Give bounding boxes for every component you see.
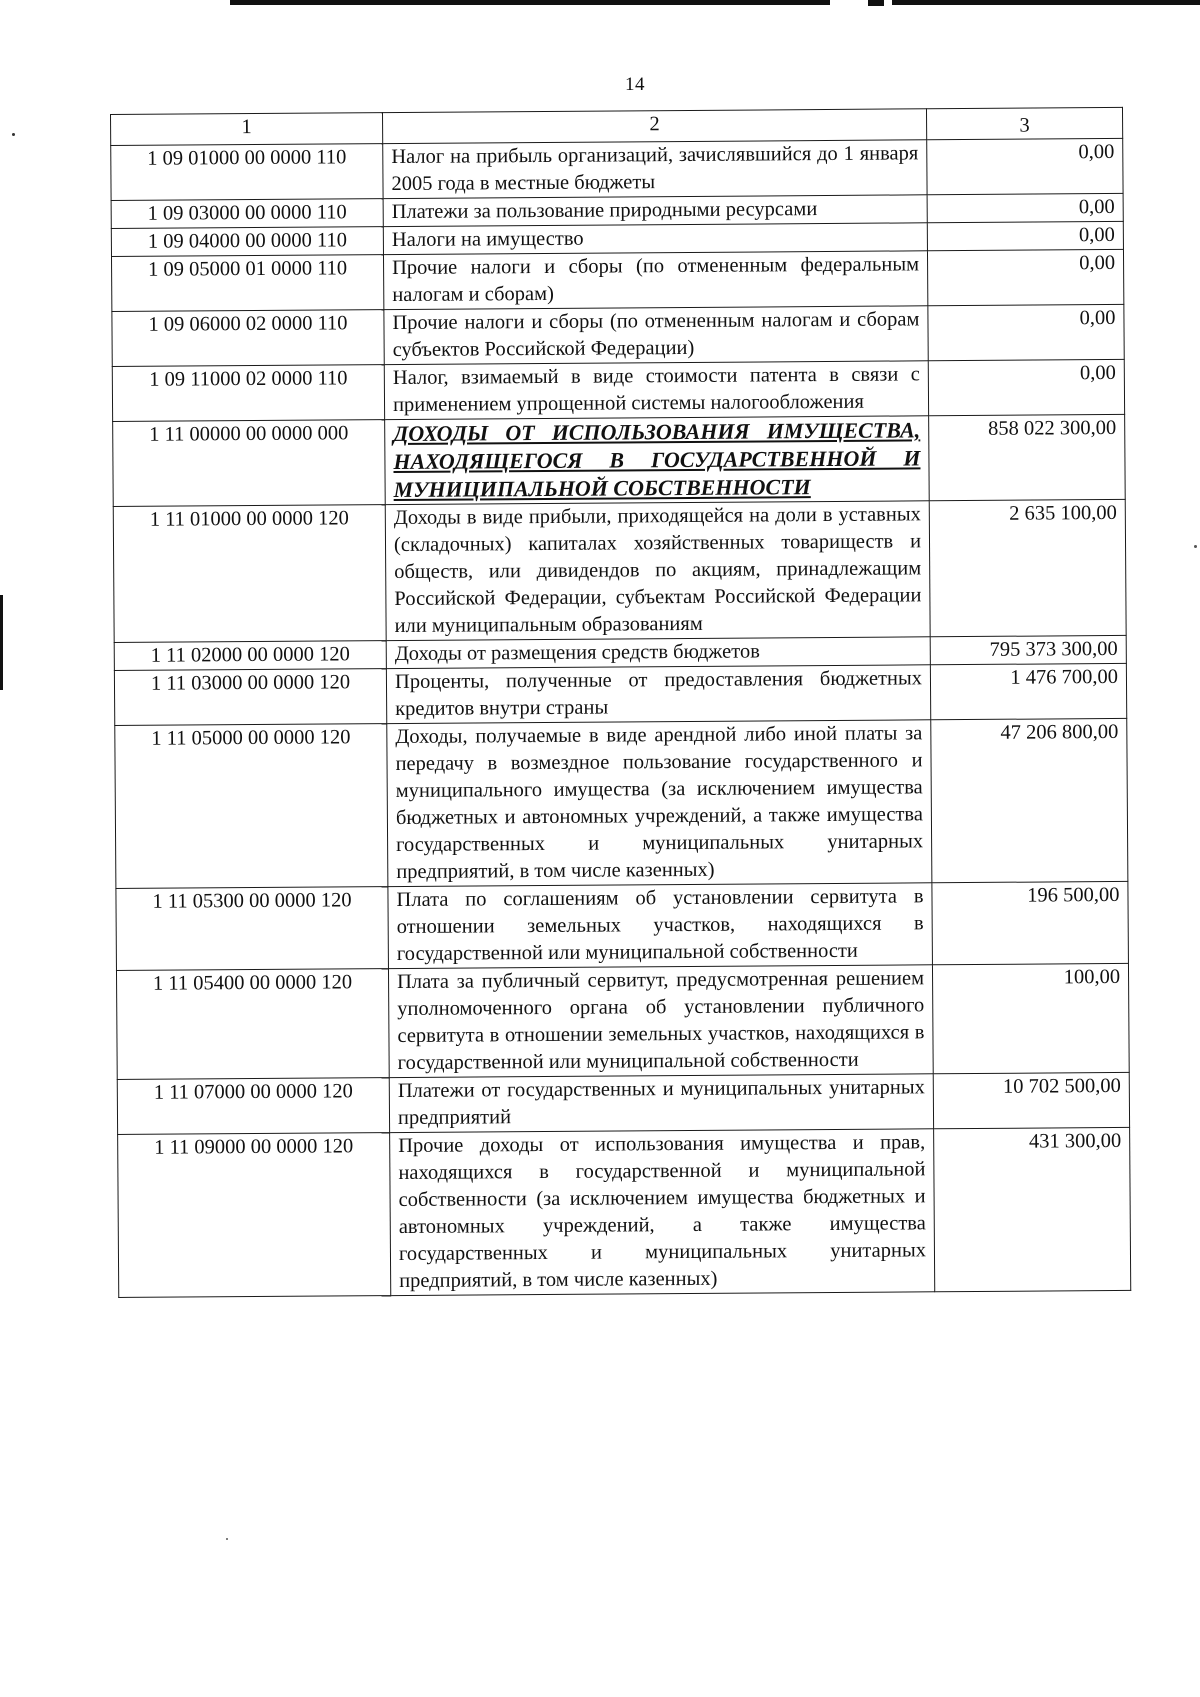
row-description: Проценты, полученные от предоставления бюджетных кредитов внутри страны — [386, 665, 930, 724]
table-row — [112, 359, 1124, 421]
row-code: 1 11 07000 00 0000 120 — [117, 1078, 389, 1135]
table-row — [111, 138, 1123, 200]
row-code: 1 09 11000 02 0000 110 — [112, 365, 384, 422]
table-row — [118, 1127, 1131, 1297]
row-amount: 858 022 300,00 — [929, 414, 1126, 500]
scan-edge-bar — [230, 0, 830, 5]
table-row — [117, 1072, 1129, 1134]
row-amount: 2 635 100,00 — [929, 499, 1126, 636]
row-description: Прочие налоги и сборы (по отмененным налогам и сборам субъектов Российской Федерации) — [384, 306, 928, 365]
table-row — [116, 963, 1129, 1079]
scan-speck — [12, 133, 15, 136]
table-row — [112, 304, 1124, 366]
row-code: 1 09 01000 00 0000 110 — [111, 144, 383, 201]
column-header-code: 1 — [111, 113, 383, 146]
row-code: 1 11 05000 00 0000 120 — [115, 724, 388, 889]
row-code: 1 11 03000 00 0000 120 — [114, 669, 386, 726]
table-row-section — [113, 414, 1126, 506]
row-amount: 100,00 — [932, 963, 1129, 1073]
scan-speck — [226, 1538, 228, 1540]
section-heading-text: ДОХОДЫ ОТ ИСПОЛЬЗОВАНИЯ ИМУЩЕСТВА, НАХОДЯЩЕГОСЯ В ГОСУДАРСТВЕННОЙ И МУНИЦИПАЛЬНОЙ СОБСТВЕННОСТИ — [393, 417, 921, 503]
row-description: Налог на прибыль организаций, зачислявшийся до 1 января 2005 года в местные бюджеты — [383, 140, 927, 199]
row-code: 1 11 00000 00 0000 000 — [113, 420, 386, 507]
row-amount: 0,00 — [927, 249, 1123, 305]
row-code: 1 11 01000 00 0000 120 — [113, 505, 386, 643]
row-description: Налог, взимаемый в виде стоимости патента в связи с применением упрощенной системы налогообложения — [384, 361, 928, 420]
row-description: Налоги на имущество — [383, 223, 927, 255]
row-amount: 1 476 700,00 — [930, 663, 1126, 719]
row-amount: 0,00 — [927, 221, 1123, 250]
row-description: Плата за публичный сервитут, предусмотренная решением уполномоченного органа об установлении публичного сервитута в отношении земельных участков, находящихся в государственной или муниципальной собственности — [388, 965, 933, 1078]
scan-edge-mark — [0, 595, 3, 690]
budget-income-table — [110, 107, 1131, 1298]
table-row — [111, 249, 1123, 311]
row-code: 1 11 05400 00 0000 120 — [116, 969, 389, 1080]
row-description: Платежи от государственных и муниципальных унитарных предприятий — [389, 1074, 933, 1133]
table-row — [115, 718, 1128, 888]
row-description: Доходы в виде прибыли, приходящейся на доли в уставных (складочных) капиталах хозяйственных товариществ и обществ, или дивидендов по акциям, принадлежащим Российской Федерации, субъектам Российской Федерации или муниципальным образованиям — [385, 501, 930, 641]
row-code: 1 09 05000 01 0000 110 — [111, 255, 383, 312]
row-amount: 0,00 — [928, 304, 1124, 360]
row-amount: 0,00 — [927, 138, 1123, 194]
section-heading-description — [385, 416, 930, 505]
row-description: Доходы, получаемые в виде арендной либо иной платы за передачу в возмездное пользование государственного и муниципального имущества (за исключением имущества бюджетных и автономных учреждений, а также имущества государственных и муниципальных унитарных предприятий, в том числе казенных) — [387, 720, 932, 887]
row-amount: 431 300,00 — [934, 1127, 1131, 1291]
row-amount: 10 702 500,00 — [933, 1072, 1129, 1128]
column-header-description: 2 — [382, 109, 926, 144]
row-code: 1 09 04000 00 0000 110 — [111, 227, 383, 257]
table-row — [113, 499, 1126, 642]
row-code: 1 09 03000 00 0000 110 — [111, 199, 383, 229]
row-description: Прочие доходы от использования имущества и прав, находящихся в государственной и муниципальной собственности (за исключением имущества бюджетных и автономных учреждений, а также имущества государственных и муниципальных унитарных предприятий, в том числе казенных) — [390, 1129, 935, 1296]
row-code: 1 09 06000 02 0000 110 — [112, 310, 384, 367]
row-description: Платежи за пользование природными ресурсами — [383, 195, 927, 227]
table-row — [116, 881, 1129, 970]
column-header-amount: 3 — [926, 107, 1122, 139]
row-code: 1 11 09000 00 0000 120 — [118, 1133, 391, 1298]
page-number: 14 — [625, 74, 645, 95]
row-code: 1 11 05300 00 0000 120 — [116, 887, 389, 971]
row-amount: 795 373 300,00 — [930, 635, 1126, 664]
row-amount: 47 206 800,00 — [931, 718, 1128, 882]
scan-edge-mark — [868, 0, 884, 6]
row-amount: 0,00 — [928, 359, 1124, 415]
scan-edge-bar — [892, 0, 1200, 5]
row-description: Прочие налоги и сборы (по отмененным федеральным налогам и сборам) — [383, 251, 927, 310]
row-description: Плата по соглашениям об установлении сервитута в отношении земельных участков, находящихся в государственной или муниципальной собственности — [388, 883, 933, 969]
row-description: Доходы от размещения средств бюджетов — [386, 637, 930, 669]
scan-speck — [1194, 545, 1197, 548]
row-code: 1 11 02000 00 0000 120 — [114, 641, 386, 671]
row-amount: 196 500,00 — [932, 881, 1129, 964]
row-amount: 0,00 — [927, 193, 1123, 222]
table-row — [114, 663, 1126, 725]
